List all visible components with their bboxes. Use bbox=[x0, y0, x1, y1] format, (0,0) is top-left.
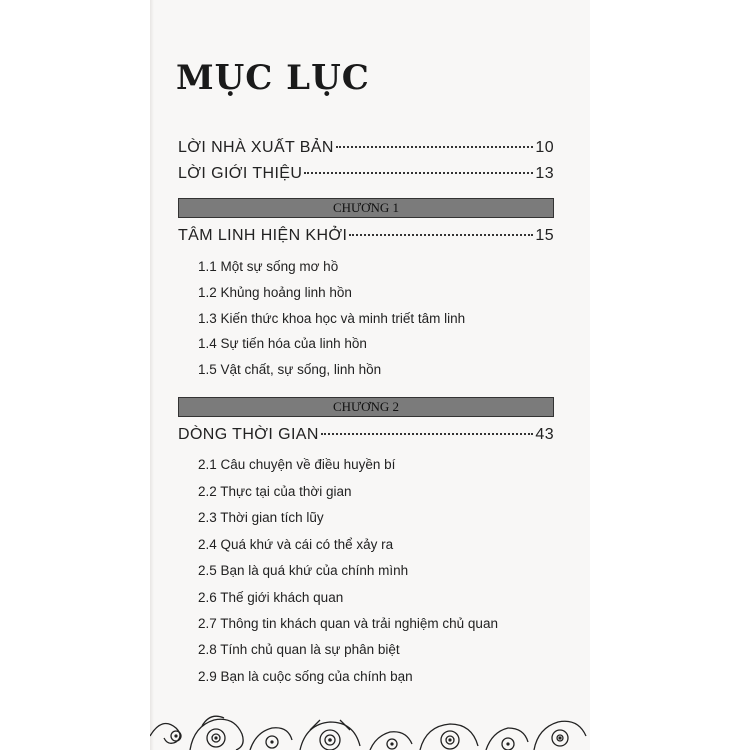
toc-entry-chapter-1[interactable] bbox=[178, 224, 554, 246]
dot-leader bbox=[336, 132, 534, 148]
dot-leader bbox=[349, 220, 533, 236]
toc-entry-page: 13 bbox=[535, 165, 554, 182]
toc-section[interactable]: 1.1 Một sự sống mơ hồ bbox=[198, 259, 339, 274]
chapter-1-heading-bar: CHƯƠNG 1 bbox=[178, 198, 554, 218]
toc-entry-introduction[interactable] bbox=[178, 162, 554, 184]
dot-leader bbox=[321, 419, 534, 435]
dot-leader bbox=[304, 158, 533, 174]
page-title: MỤC LỤC bbox=[176, 58, 370, 98]
toc-entry-label: DÒNG THỜI GIAN bbox=[178, 426, 319, 443]
toc-entry-chapter-2[interactable] bbox=[178, 423, 554, 445]
decorative-ornament-icon bbox=[150, 706, 590, 750]
toc-entry-label: LỜI GIỚI THIỆU bbox=[178, 165, 303, 182]
toc-section[interactable]: 2.7 Thông tin khách quan và trải nghiệm chủ quan bbox=[198, 616, 498, 631]
toc-section[interactable]: 2.3 Thời gian tích lũy bbox=[198, 510, 324, 525]
toc-section[interactable]: 2.4 Quá khứ và cái có thể xảy ra bbox=[198, 537, 394, 552]
toc-entry-page: 15 bbox=[535, 227, 554, 244]
toc-section[interactable]: 2.8 Tính chủ quan là sự phân biệt bbox=[198, 642, 400, 657]
toc-section[interactable]: 1.5 Vật chất, sự sống, linh hồn bbox=[198, 362, 382, 377]
toc-entry-page: 10 bbox=[535, 139, 554, 156]
chapter-2-heading-bar: CHƯƠNG 2 bbox=[178, 397, 554, 417]
toc-entry-page: 43 bbox=[535, 426, 554, 443]
toc-section[interactable]: 2.9 Bạn là cuộc sống của chính bạn bbox=[198, 669, 413, 684]
toc-section[interactable]: 1.4 Sự tiến hóa của linh hồn bbox=[198, 336, 367, 351]
toc-entry-label: TÂM LINH HIỆN KHỞI bbox=[178, 227, 348, 244]
toc-entry-label: LỜI NHÀ XUẤT BẢN bbox=[178, 139, 334, 156]
toc-section[interactable]: 1.3 Kiến thức khoa học và minh triết tâm linh bbox=[198, 311, 466, 326]
toc-section[interactable]: 2.1 Câu chuyện về điều huyền bí bbox=[198, 457, 396, 472]
toc-section[interactable]: 2.6 Thế giới khách quan bbox=[198, 590, 344, 605]
toc-section[interactable]: 2.2 Thực tại của thời gian bbox=[198, 484, 352, 499]
toc-entry-publisher-note[interactable] bbox=[178, 136, 554, 158]
toc-section[interactable]: 1.2 Khủng hoảng linh hồn bbox=[198, 285, 352, 300]
toc-section[interactable]: 2.5 Bạn là quá khứ của chính mình bbox=[198, 563, 409, 578]
